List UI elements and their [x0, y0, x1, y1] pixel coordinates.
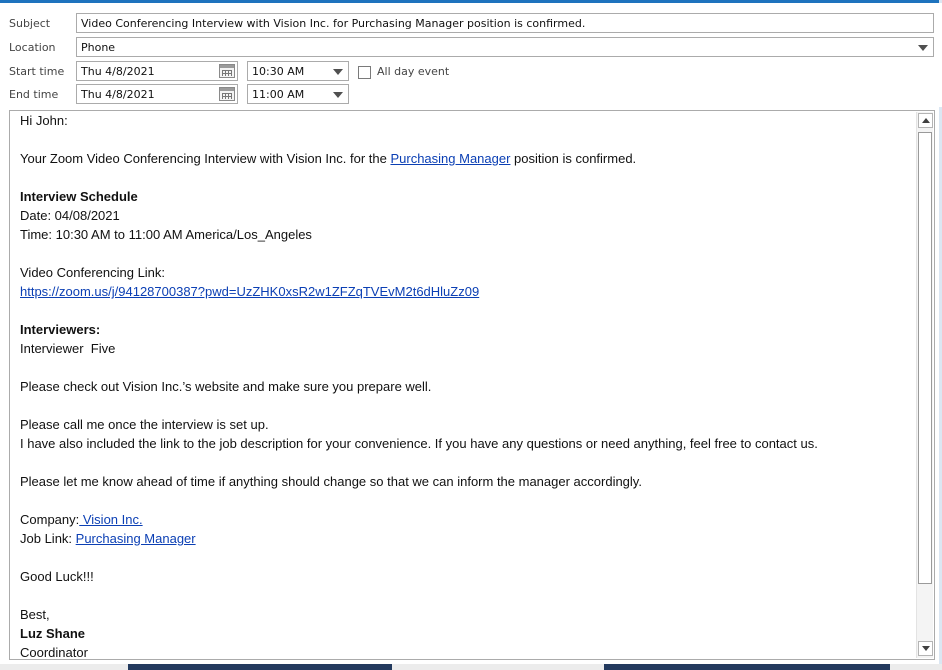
time-line: Time: 10:30 AM to 11:00 AM America/Los_Angeles: [20, 227, 312, 242]
date-line: Date: 04/08/2021: [20, 208, 120, 223]
schedule-heading: Interview Schedule: [20, 189, 138, 204]
end-time-select[interactable]: [247, 84, 349, 104]
intro-line: [20, 149, 910, 168]
included-line: I have also included the link to the job description for your convenience. If you have any questions or need anything, feel free to contact us.: [20, 436, 818, 451]
scrollbar-thumb[interactable]: [918, 132, 932, 584]
location-label: Location: [9, 41, 56, 54]
end-time-value: 11:00 AM: [252, 88, 305, 101]
chevron-down-icon[interactable]: [333, 69, 343, 75]
interviewers-heading: Interviewers:: [20, 322, 101, 337]
scroll-down-button[interactable]: [918, 641, 933, 656]
start-time-select[interactable]: [247, 61, 349, 81]
advance-line: Please let me know ahead of time if anything should change so that we can inform the manager accordingly.: [20, 474, 642, 489]
zoom-link[interactable]: https://zoom.us/j/94128700387?pwd=UzZHK0xsR2w1ZFZqTVEvM2t6dHluZz09: [20, 284, 480, 299]
company-link[interactable]: Vision Inc.: [79, 512, 143, 527]
intro-text: Your Zoom Video Conferencing Interview with Vision Inc. for the: [20, 151, 391, 166]
company-label: Company:: [20, 512, 80, 527]
appointment-form: [0, 3, 942, 107]
good-luck-line: Good Luck!!!: [20, 569, 94, 584]
start-date-field[interactable]: [76, 61, 238, 81]
interviewer-name: Interviewer Five: [20, 341, 116, 356]
vertical-scrollbar[interactable]: [916, 112, 933, 658]
message-body-editor[interactable]: [9, 110, 935, 660]
website-line: Please check out Vision Inc.’s website and make sure you prepare well.: [20, 379, 432, 394]
all-day-label: All day event: [377, 65, 450, 78]
calendar-icon[interactable]: [219, 87, 235, 101]
end-date-value: Thu 4/8/2021: [81, 88, 155, 101]
end-time-label: End time: [9, 88, 59, 101]
video-link-label: Video Conferencing Link:: [20, 265, 166, 280]
scroll-up-button[interactable]: [918, 113, 933, 128]
greeting: Hi John:: [20, 113, 68, 128]
job-link[interactable]: Purchasing Manager: [75, 531, 196, 546]
call-line: Please call me once the interview is set up.: [20, 417, 269, 432]
chevron-up-icon: [922, 118, 930, 123]
job-link-label: Job Link:: [20, 531, 76, 546]
chevron-down-icon[interactable]: [333, 92, 343, 98]
chevron-down-icon: [922, 646, 930, 651]
sender-title: Coordinator: [20, 645, 88, 660]
sender-name: Luz Shane: [20, 626, 86, 641]
purchasing-manager-link[interactable]: Purchasing Manager: [390, 151, 511, 166]
location-field[interactable]: [76, 37, 934, 57]
closing: Best,: [20, 607, 50, 622]
chevron-down-icon[interactable]: [918, 45, 928, 51]
subject-field[interactable]: Video Conferencing Interview with Vision Inc. for Purchasing Manager position is confirmed.: [76, 13, 934, 33]
start-time-label: Start time: [9, 65, 65, 78]
taskbar-strip: [0, 664, 942, 670]
start-date-value: Thu 4/8/2021: [81, 65, 155, 78]
start-time-value: 10:30 AM: [252, 65, 305, 78]
message-body: [20, 111, 910, 660]
end-date-field[interactable]: [76, 84, 238, 104]
intro-text-end: position is confirmed.: [510, 151, 637, 166]
location-value: Phone: [81, 41, 116, 54]
all-day-checkbox[interactable]: [358, 66, 371, 79]
subject-label: Subject: [9, 17, 51, 30]
calendar-icon[interactable]: [219, 64, 235, 78]
